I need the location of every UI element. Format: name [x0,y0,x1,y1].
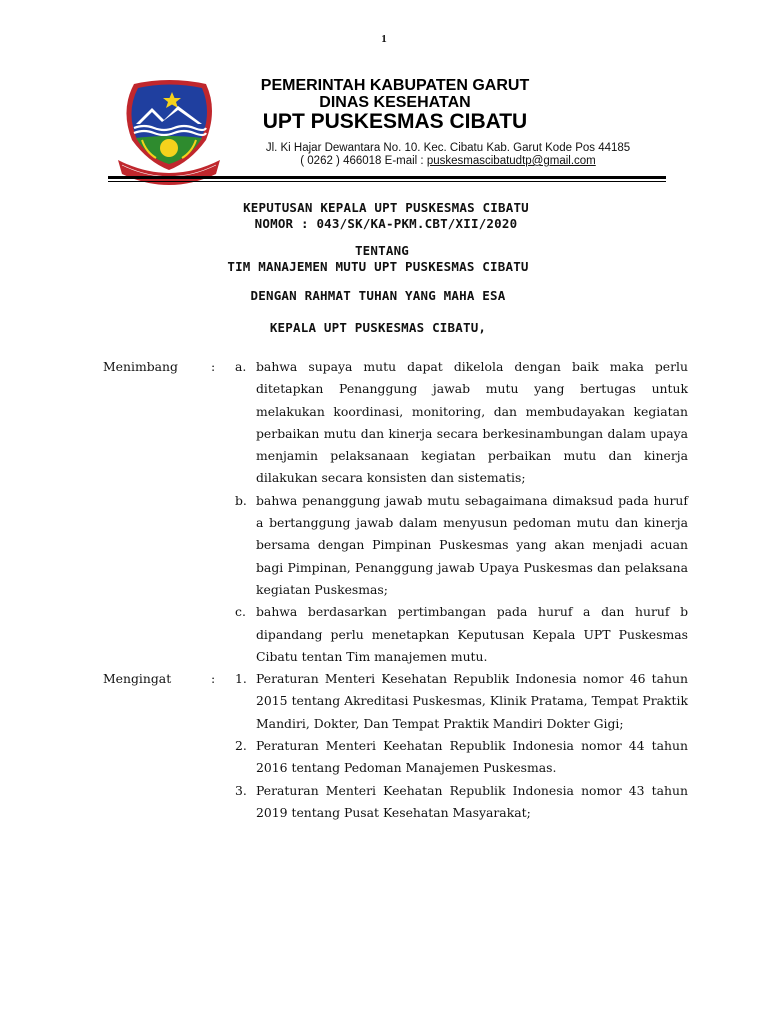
list-item [235,780,688,825]
decree-about-label: TENTANG [354,243,410,258]
item-marker: 1. [235,671,247,687]
section-label: Mengingat [103,671,172,687]
decree-subject: TIM MANAJEMEN MUTU UPT PUSKESMAS CIBATU [227,259,529,274]
list-item [235,490,688,601]
letterhead-address: Jl. Ki Hajar Dewantara No. 10. Kec. Cibatu Kab. Garut Kode Pos 44185 [265,142,631,154]
letterhead-government: PEMERINTAH KABUPATEN GARUT [260,77,530,94]
item-marker: 2. [235,738,247,754]
item-text: bahwa supaya mutu dapat dikelola dengan baik maka perlu ditetapkan Penanggung jawab mutu yang bertugas untuk melakukan koordinasi, monitoring, dan membudayakan kegiatan perbaikan mutu dan kinerja secara berkesinambungan dalam upaya menjamin pelaksanaan kegiatan perbaikan mutu dan kinerja dilakukan secara konsisten dan sistematis; [256,359,688,486]
item-text: bahwa berdasarkan pertimbangan pada huruf a dan huruf b dipandang perlu menetapkan Keputusan Kepala UPT Puskesmas Cibatu tentan Tim manajemen mutu. [256,604,688,664]
decree-number: NOMOR : 043/SK/KA-PKM.CBT/XII/2020 [254,216,518,231]
item-marker: a. [235,359,247,374]
list-item [235,356,688,490]
decree-authority: KEPALA UPT PUSKESMAS CIBATU, [269,320,487,335]
section-menimbang [103,356,688,668]
decree-grace: DENGAN RAHMAT TUHAN YANG MAHA ESA [250,288,506,303]
section-mengingat [103,668,688,824]
letterhead-email-link[interactable]: puskesmascibatudtp@gmail.com [426,155,596,167]
item-text: bahwa penanggung jawab mutu sebagaimana dimaksud pada huruf a bertanggung jawab dalam menyusun pedoman mutu dan kinerja bersama dengan Pimpinan Puskesmas yang akan menjadi acuan bagi Pimpinan, Penanggung jawab Upaya Puskesmas dan pelaksana kegiatan Puskesmas; [256,492,688,597]
section-items [235,356,688,668]
section-items [235,668,688,824]
letterhead-phone: ( 0262 ) 466018 E-mail : [300,155,427,167]
letterhead-institution: UPT PUSKESMAS CIBATU [262,110,528,133]
item-marker: 3. [235,782,247,798]
page-number: 1 [381,33,387,45]
item-text: Peraturan Menteri Keehatan Republik Indonesia nomor 44 tahun 2016 tentang Pedoman Manajemen Puskesmas. [256,738,688,776]
item-marker: c. [235,604,246,620]
letterhead-contact [248,155,648,167]
decree-title: KEPUTUSAN KEPALA UPT PUSKESMAS CIBATU [243,200,529,215]
letterhead-divider-thin [108,181,666,182]
letterhead-department: DINAS KESEHATAN [319,94,471,111]
section-label: Menimbang [103,359,178,374]
section-colon: : [211,359,216,374]
decree-body [103,356,688,824]
list-item [235,668,688,735]
item-text: Peraturan Menteri Kesehatan Republik Indonesia nomor 46 tahun 2015 tentang Akreditasi Puskesmas, Klinik Pratama, Tempat Praktik Mandiri, Dokter, Dan Tempat Praktik Mandiri Dokter Gigi; [256,671,688,731]
garut-regency-logo [114,78,224,186]
letterhead-divider-thick [108,176,666,179]
list-item [235,601,688,668]
list-item [235,735,688,780]
item-text: Peraturan Menteri Keehatan Republik Indonesia nomor 43 tahun 2019 tentang Pusat Kesehatan Masyarakat; [256,782,688,820]
item-marker: b. [235,492,247,508]
section-colon: : [211,671,216,687]
